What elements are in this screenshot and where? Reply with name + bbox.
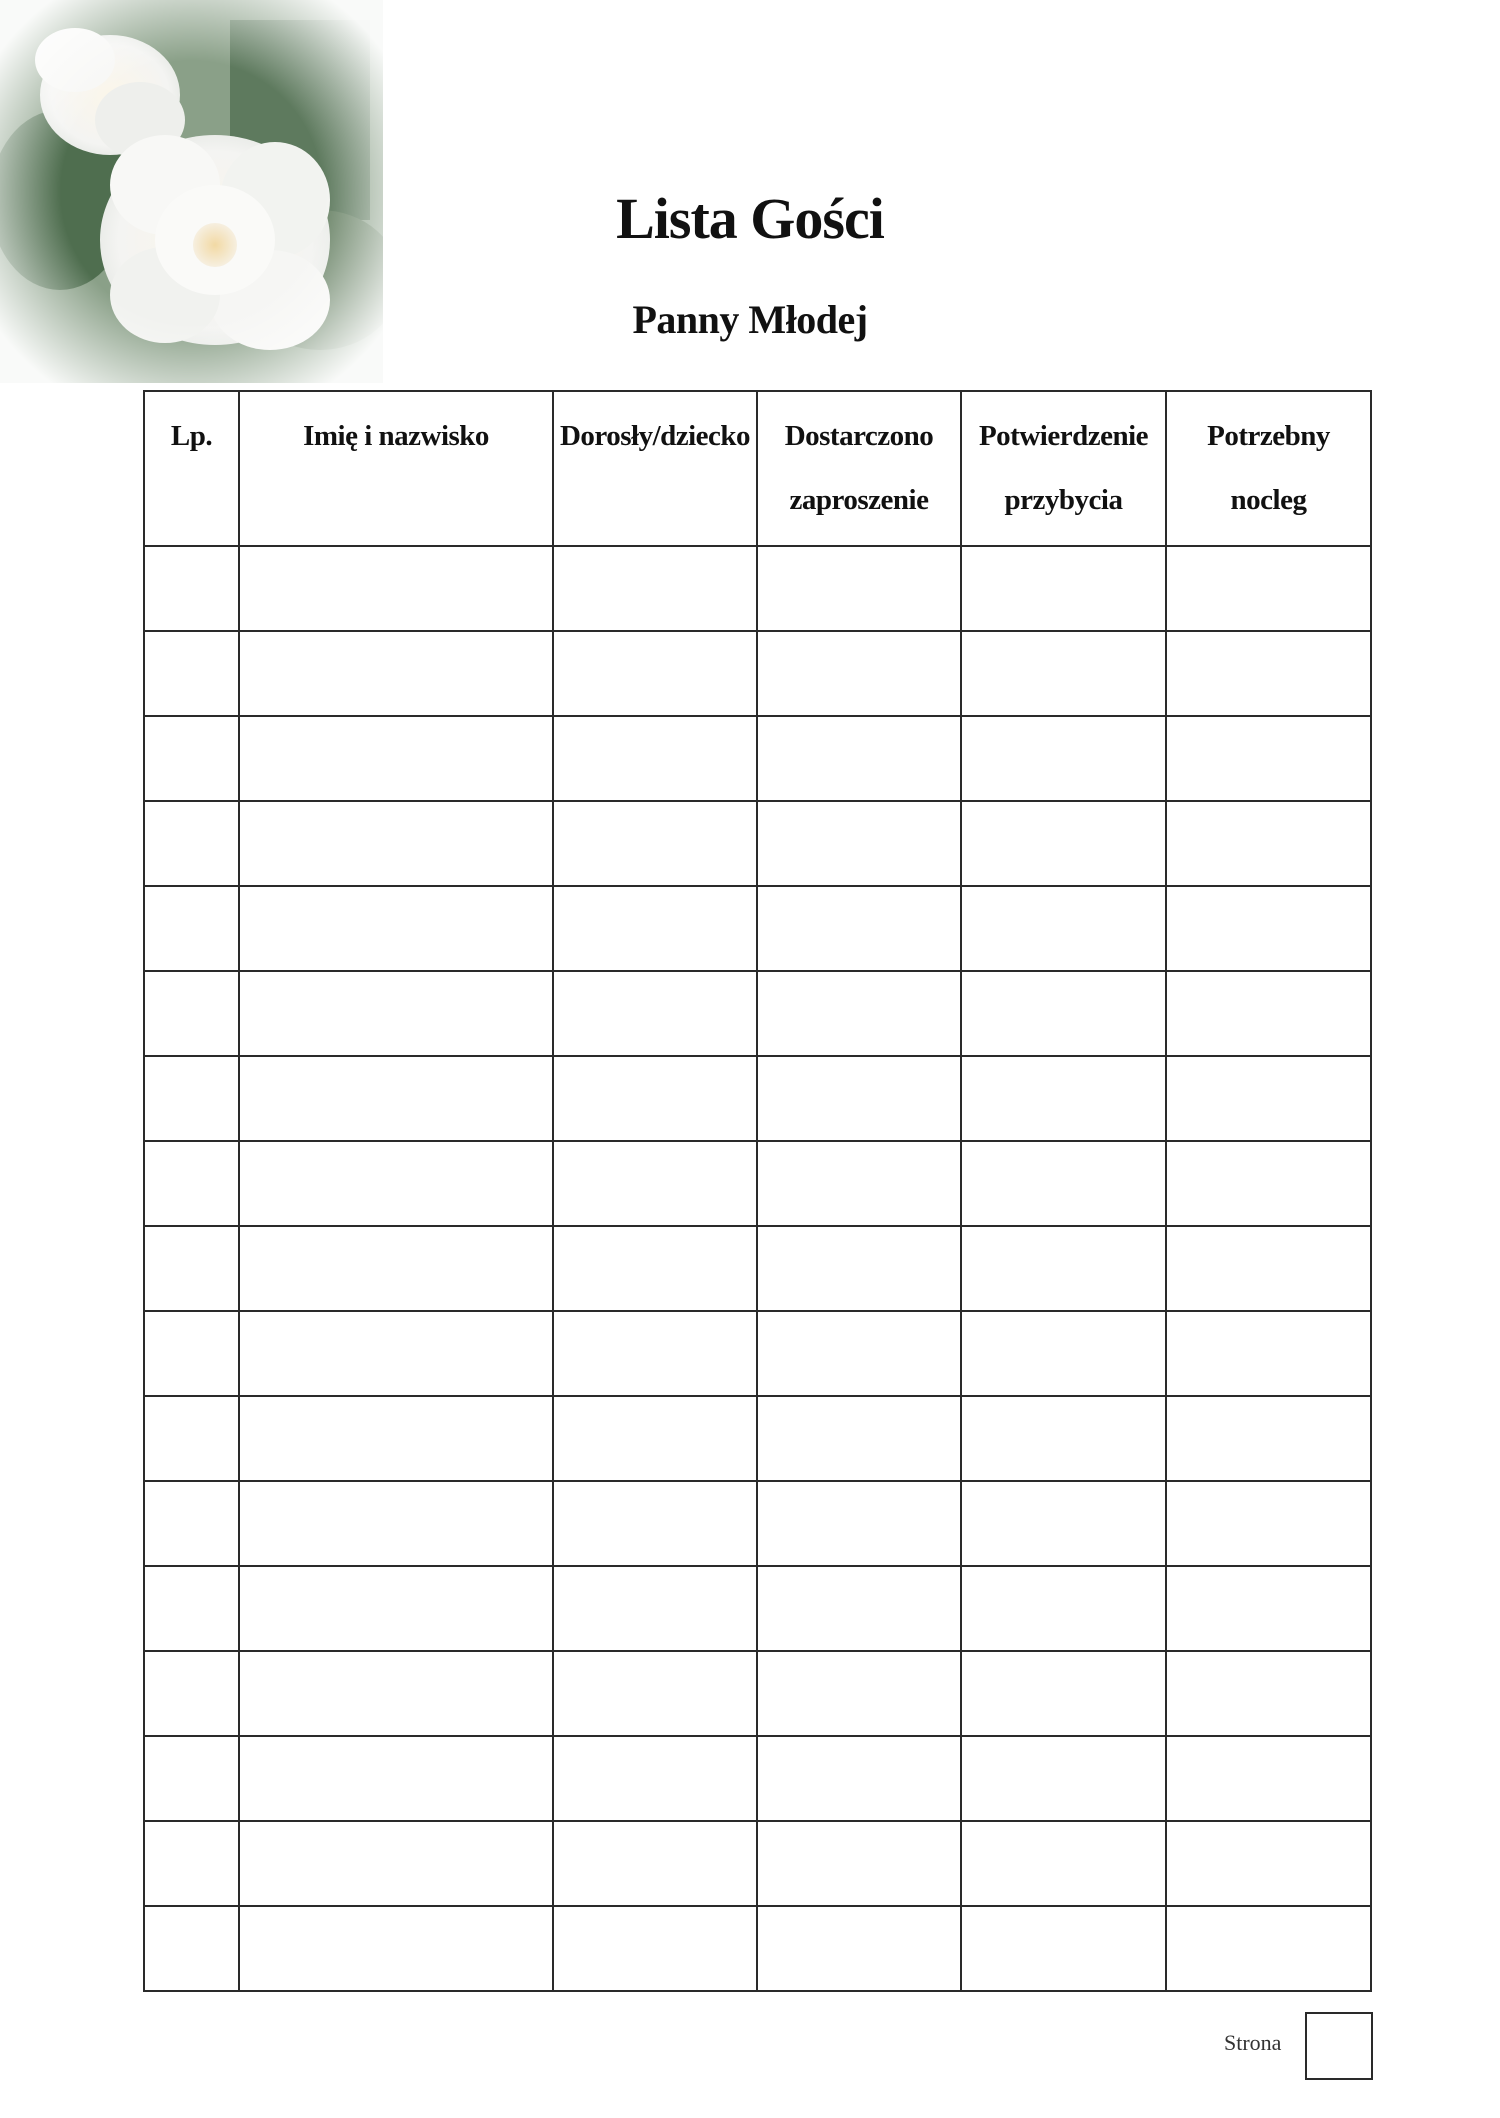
table-cell[interactable]	[239, 1566, 553, 1651]
table-cell[interactable]	[239, 1736, 553, 1821]
table-header-row	[144, 391, 1371, 546]
table-row	[144, 1906, 1371, 1991]
table-cell[interactable]	[553, 1141, 757, 1226]
table-cell[interactable]	[1166, 631, 1371, 716]
column-header-lp: Lp.	[144, 391, 239, 546]
table-row	[144, 1056, 1371, 1141]
table-cell[interactable]	[144, 971, 239, 1056]
page-subtitle: Panny Młodej	[632, 297, 868, 342]
table-cell[interactable]	[1166, 1311, 1371, 1396]
table-cell[interactable]	[239, 546, 553, 631]
table-cell[interactable]	[961, 1396, 1166, 1481]
table-cell[interactable]	[144, 1736, 239, 1821]
table-cell[interactable]	[144, 1226, 239, 1311]
table-cell[interactable]	[1166, 546, 1371, 631]
table-cell[interactable]	[239, 1481, 553, 1566]
table-cell[interactable]	[144, 631, 239, 716]
table-cell[interactable]	[961, 1141, 1166, 1226]
table-cell[interactable]	[961, 971, 1166, 1056]
table-cell[interactable]	[961, 1481, 1166, 1566]
table-cell[interactable]	[961, 1906, 1166, 1991]
table-cell[interactable]	[757, 1396, 961, 1481]
table-cell[interactable]	[757, 801, 961, 886]
table-cell[interactable]	[553, 631, 757, 716]
table-cell[interactable]	[1166, 1906, 1371, 1991]
table-cell[interactable]	[1166, 1226, 1371, 1311]
table-cell[interactable]	[553, 1906, 757, 1991]
table-cell[interactable]	[757, 546, 961, 631]
table-cell[interactable]	[239, 1821, 553, 1906]
table-cell[interactable]	[1166, 1141, 1371, 1226]
table-cell[interactable]	[144, 1481, 239, 1566]
table-cell[interactable]	[553, 801, 757, 886]
table-cell[interactable]	[1166, 1056, 1371, 1141]
table-cell[interactable]	[961, 631, 1166, 716]
table-cell[interactable]	[144, 1311, 239, 1396]
table-cell[interactable]	[144, 1566, 239, 1651]
table-row	[144, 801, 1371, 886]
table-cell[interactable]	[553, 1056, 757, 1141]
table-cell[interactable]	[239, 971, 553, 1056]
table-cell[interactable]	[961, 1311, 1166, 1396]
table-cell[interactable]	[553, 546, 757, 631]
page-title: Lista Gości	[616, 186, 884, 251]
table-cell[interactable]	[144, 546, 239, 631]
table-cell[interactable]	[1166, 1821, 1371, 1906]
table-cell[interactable]	[239, 1906, 553, 1991]
table-cell[interactable]	[144, 716, 239, 801]
table-cell[interactable]	[144, 1056, 239, 1141]
table-cell[interactable]	[757, 1906, 961, 1991]
table-cell[interactable]	[239, 631, 553, 716]
table-cell[interactable]	[239, 1311, 553, 1396]
column-header-lodging-needed: Potrzebny nocleg	[1166, 391, 1371, 546]
table-cell[interactable]	[757, 1651, 961, 1736]
table-cell[interactable]	[144, 1906, 239, 1991]
table-cell[interactable]	[239, 1396, 553, 1481]
table-cell[interactable]	[144, 1821, 239, 1906]
table-cell[interactable]	[239, 1226, 553, 1311]
table-cell[interactable]	[1166, 1481, 1371, 1566]
table-row	[144, 1566, 1371, 1651]
table-cell[interactable]	[961, 1056, 1166, 1141]
table-cell[interactable]	[757, 1566, 961, 1651]
table-cell[interactable]	[961, 801, 1166, 886]
table-cell[interactable]	[553, 1651, 757, 1736]
table-cell[interactable]	[961, 1566, 1166, 1651]
table-cell[interactable]	[961, 1226, 1166, 1311]
table-cell[interactable]	[144, 1396, 239, 1481]
table-cell[interactable]	[757, 886, 961, 971]
table-row	[144, 1141, 1371, 1226]
table-row	[144, 971, 1371, 1056]
table-cell[interactable]	[553, 886, 757, 971]
table-row	[144, 546, 1371, 631]
page-number-label: Strona	[1224, 2030, 1282, 2055]
table-cell[interactable]	[757, 1481, 961, 1566]
table-cell[interactable]	[553, 1566, 757, 1651]
table-cell[interactable]	[239, 886, 553, 971]
table-cell[interactable]	[961, 886, 1166, 971]
table-cell[interactable]	[757, 716, 961, 801]
table-cell[interactable]	[757, 1226, 961, 1311]
table-row	[144, 631, 1371, 716]
table-cell[interactable]	[757, 631, 961, 716]
table-cell[interactable]	[757, 1056, 961, 1141]
table-row	[144, 1651, 1371, 1736]
column-header-attendance-confirmed: Potwierdzenie przybycia	[961, 391, 1166, 546]
table-cell[interactable]	[553, 1311, 757, 1396]
table-cell[interactable]	[757, 1736, 961, 1821]
table-cell[interactable]	[1166, 801, 1371, 886]
table-cell[interactable]	[961, 1736, 1166, 1821]
table-row	[144, 886, 1371, 971]
table-cell[interactable]	[1166, 1651, 1371, 1736]
table-cell[interactable]	[961, 546, 1166, 631]
table-row	[144, 1396, 1371, 1481]
table-cell[interactable]	[553, 971, 757, 1056]
table-cell[interactable]	[1166, 971, 1371, 1056]
table-cell[interactable]	[239, 716, 553, 801]
table-cell[interactable]	[961, 716, 1166, 801]
table-cell[interactable]	[1166, 1566, 1371, 1651]
guest-list-table	[143, 390, 1372, 1992]
page-number-box	[1305, 2012, 1373, 2080]
table-cell[interactable]	[757, 1821, 961, 1906]
table-cell[interactable]	[961, 1651, 1166, 1736]
table-cell[interactable]	[144, 801, 239, 886]
column-header-adult-child: Dorosły/dziecko	[553, 391, 757, 546]
table-cell[interactable]	[553, 1736, 757, 1821]
table-cell[interactable]	[144, 1141, 239, 1226]
table-cell[interactable]	[553, 716, 757, 801]
table-cell[interactable]	[144, 1651, 239, 1736]
table-cell[interactable]	[757, 1141, 961, 1226]
table-cell[interactable]	[239, 1141, 553, 1226]
table-cell[interactable]	[553, 1481, 757, 1566]
column-header-invitation-delivered: Dostarczono zaproszenie	[757, 391, 961, 546]
table-cell[interactable]	[239, 801, 553, 886]
table-cell[interactable]	[239, 1651, 553, 1736]
table-cell[interactable]	[1166, 716, 1371, 801]
table-row	[144, 1736, 1371, 1821]
table-cell[interactable]	[239, 1056, 553, 1141]
column-header-name: Imię i nazwisko	[239, 391, 553, 546]
table-row	[144, 1311, 1371, 1396]
table-row	[144, 1821, 1371, 1906]
table-row	[144, 716, 1371, 801]
table-row	[144, 1481, 1371, 1566]
table-cell[interactable]	[553, 1821, 757, 1906]
table-cell[interactable]	[1166, 1396, 1371, 1481]
table-cell[interactable]	[1166, 886, 1371, 971]
table-cell[interactable]	[553, 1226, 757, 1311]
table-cell[interactable]	[961, 1821, 1166, 1906]
table-row	[144, 1226, 1371, 1311]
table-cell[interactable]	[1166, 1736, 1371, 1821]
table-cell[interactable]	[757, 971, 961, 1056]
table-cell[interactable]	[553, 1396, 757, 1481]
table-cell[interactable]	[144, 886, 239, 971]
table-cell[interactable]	[757, 1311, 961, 1396]
